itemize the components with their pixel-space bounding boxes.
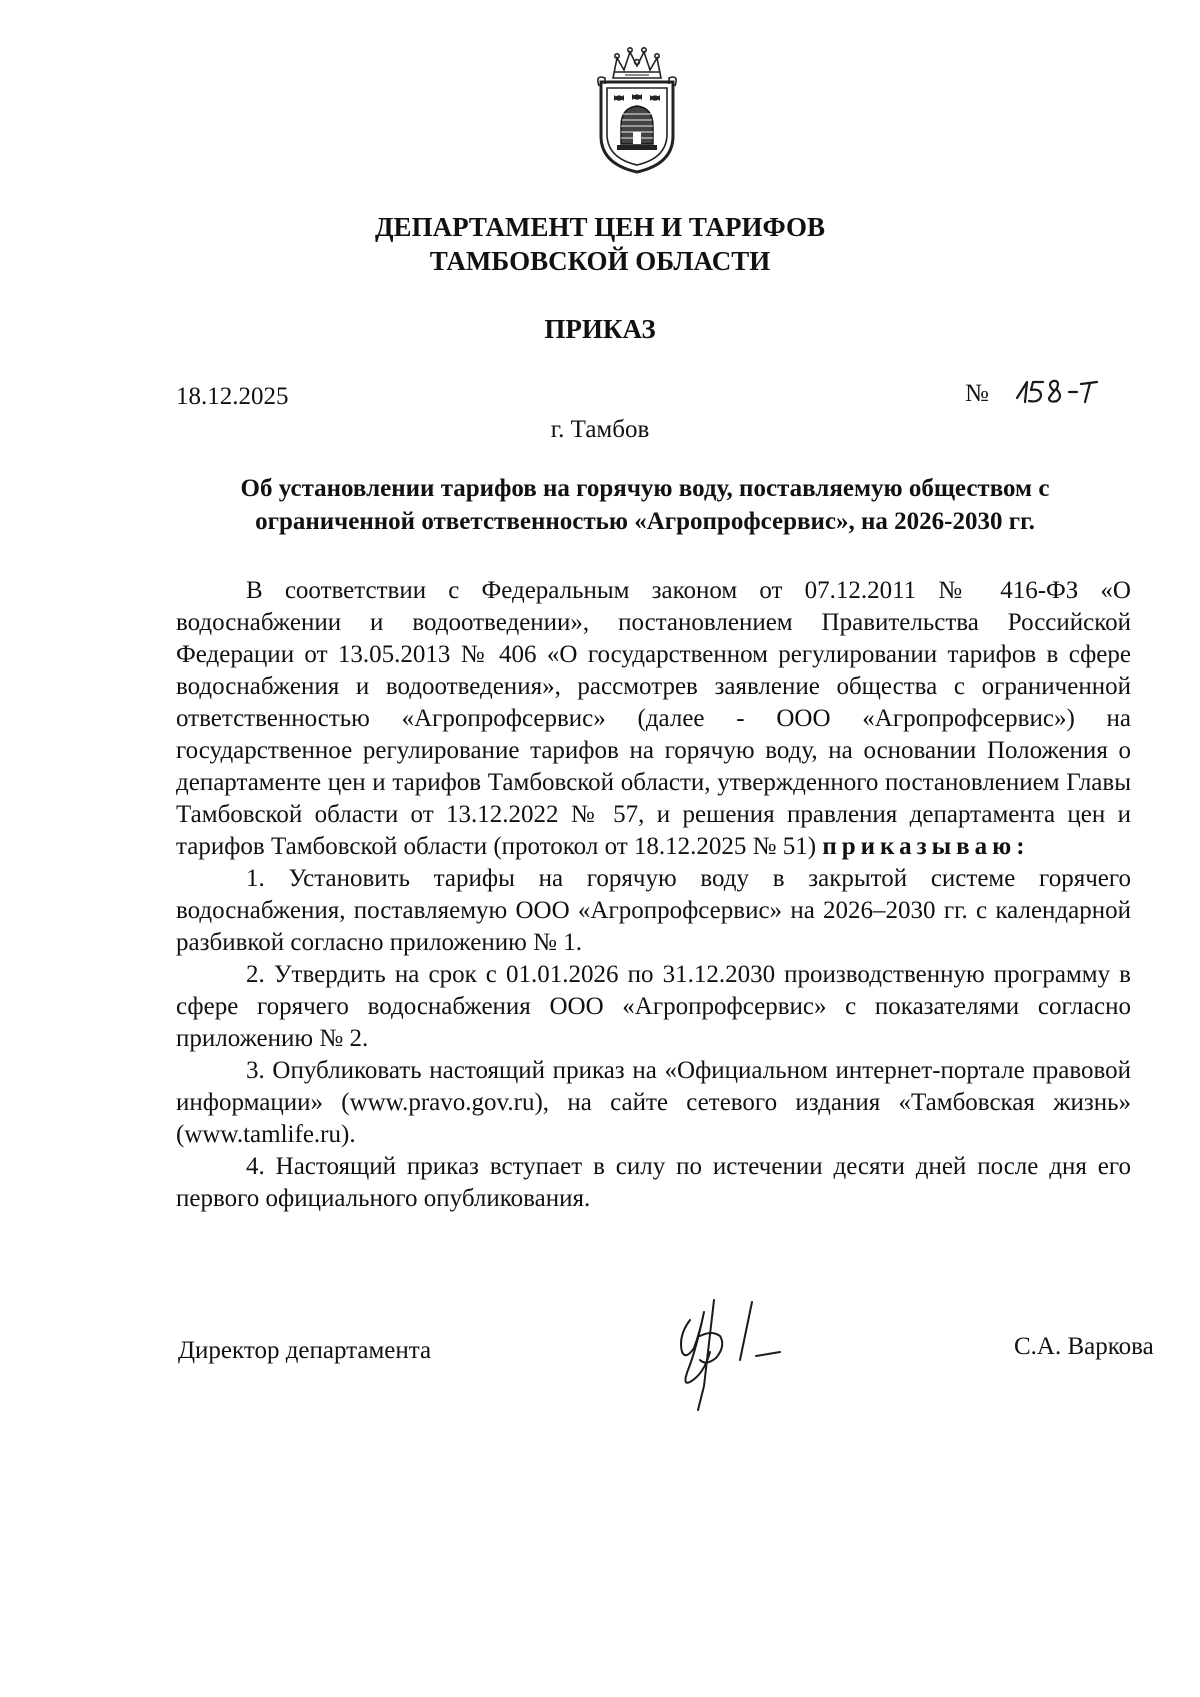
order-item-2: 2. Утвердить на срок с 01.01.2026 по 31.12.2030 производственную программу в сфере горячего водоснабжения ООО «Агропрофсервис» с показателями согласно приложению № 2.	[176, 961, 1131, 1052]
order-word: приказываю:	[822, 833, 1030, 860]
coat-of-arms-icon	[591, 44, 683, 176]
order-date: 18.12.2025	[176, 383, 289, 410]
order-body	[176, 575, 1131, 1215]
department-name-line2: ТАМБОВСКОЙ ОБЛАСТИ	[429, 246, 771, 276]
preamble-text: В соответствии с Федеральным законом от 07.12.2011 № 416-ФЗ «О водоснабжении и водоотведении», постановлением Правительства Российской Федерации от 13.05.2013 № 406 «О государственном регулировании тарифов в сфере водоснабжения и водоотведения», рассмотрев заявление общества с ограниченной ответственностью «Агропрофсервис» (далее - ООО «Агропрофсервис») на государственное регулирование тарифов на горячую воду, на основании Положения о департаменте цен и тарифов Тамбовской области, утвержденного постановлением Главы Тамбовской области от 13.12.2022 № 57, и решения правления департамента цен и тарифов Тамбовской области (протокол от 18.12.2025 № 51)	[176, 577, 1131, 860]
city: г. Тамбов	[550, 416, 650, 443]
handwritten-signature-icon	[660, 1290, 820, 1412]
signatory-name: С.А. Варкова	[1014, 1333, 1154, 1360]
handwritten-number-icon	[1013, 372, 1103, 412]
order-number	[965, 380, 989, 408]
order-item-3: 3. Опубликовать настоящий приказ на «Официальном интернет-портале правовой информации» (www.pravo.gov.ru), на сайте сетевого издания «Тамбовская жизнь» (www.tamlife.ru).	[176, 1057, 1131, 1148]
department-name-line1: ДЕПАРТАМЕНТ ЦЕН И ТАРИФОВ	[374, 212, 826, 242]
number-prefix: №	[965, 380, 989, 407]
order-item-1: 1. Установить тарифы на горячую воду в закрытой системе горячего водоснабжения, поставляемую ООО «Агропрофсервис» на 2026–2030 гг. с календарной разбивкой согласно приложению № 1.	[176, 865, 1131, 956]
order-item-4: 4. Настоящий приказ вступает в силу по истечении десяти дней после дня его первого официального опубликования.	[176, 1153, 1131, 1212]
order-subject: Об установлении тарифов на горячую воду, поставляемую обществом с ограниченной ответственностью «Агропрофсервис», на 2026-2030 гг.	[240, 475, 1050, 535]
signatory-position: Директор департамента	[178, 1337, 432, 1364]
document-type-title: ПРИКАЗ	[544, 314, 656, 344]
preamble-paragraph	[176, 575, 1131, 863]
